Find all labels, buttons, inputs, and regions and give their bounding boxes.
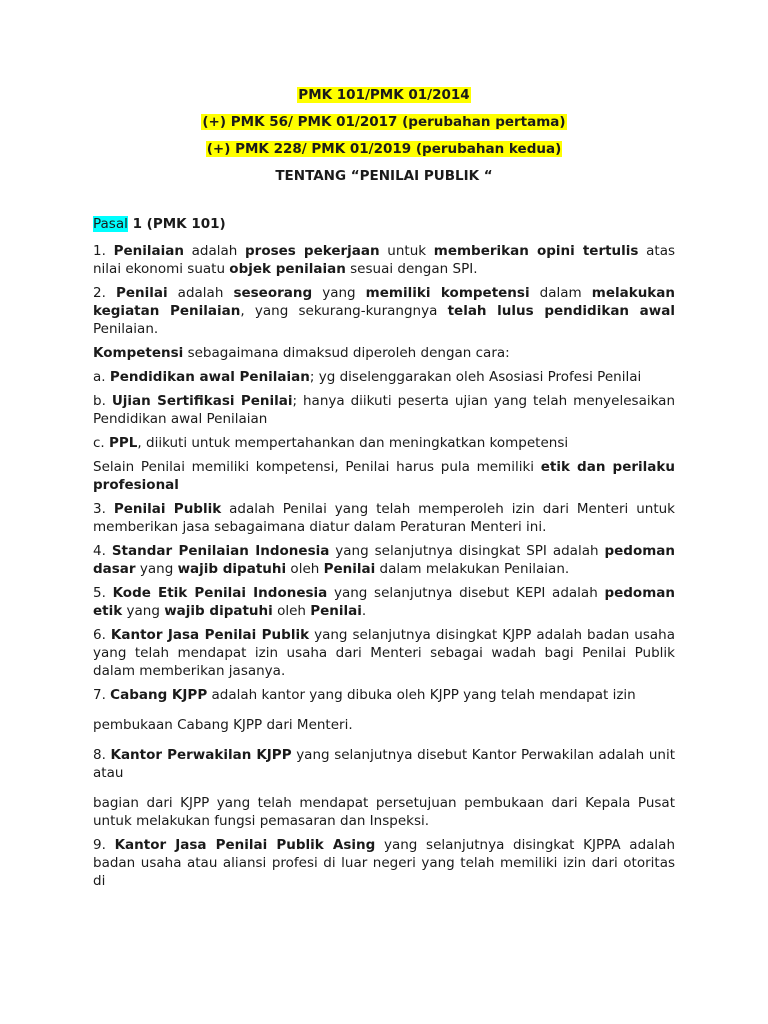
- paragraph-1: 1. Penilaian adalah proses pekerjaan untuk memberikan opini tertulis atas nilai ekonomi suatu objek penilaian sesuai dengan SPI.: [93, 243, 676, 277]
- paragraph-2: 2. Penilai adalah seseorang yang memiliki kompetensi dalam melakukan kegiatan Penilaian, yang sekurang-kurangnya telah lulus pendidikan awal Penilaian.: [93, 285, 675, 337]
- paragraph-5: 5. Kode Etik Penilai Indonesia yang selanjutnya disebut KEPI adalah pedoman etik yang wajib dipatuhi oleh Penilai.: [93, 585, 675, 619]
- paragraph-c: c. PPL, diikuti untuk mempertahankan dan meningkatkan kompetensi: [93, 435, 569, 451]
- paragraph-a: a. Pendidikan awal Penilaian; yg diselenggarakan oleh Asosiasi Profesi Penilai: [93, 369, 642, 385]
- paragraph-4: 4. Standar Penilaian Indonesia yang selanjutnya disingkat SPI adalah pedoman dasar yang wajib dipatuhi oleh Penilai dalam melakukan Penilaian.: [93, 543, 676, 577]
- paragraph-7-cont: pembukaan Cabang KJPP dari Menteri.: [93, 717, 353, 733]
- document-page: [93, 86, 675, 896]
- paragraph-8-cont: bagian dari KJPP yang telah mendapat persetujuan pembukaan dari Kepala Pusat untuk melakukan fungsi pemasaran dan Inspeksi.: [93, 795, 675, 829]
- paragraph-9: 9. Kantor Jasa Penilai Publik Asing yang selanjutnya disingkat KJPPA adalah badan usaha atau aliansi profesi di luar negeri yang telah memiliki izin dari otoritas di: [93, 837, 675, 889]
- pasal-word: Pasal: [93, 216, 128, 232]
- title-line-4: TENTANG “PENILAI PUBLIK “: [275, 168, 493, 184]
- paragraph-7: 7. Cabang KJPP adalah kantor yang dibuka oleh KJPP yang telah mendapat izin: [93, 687, 636, 703]
- title-line-3: (+) PMK 228/ PMK 01/2019 (perubahan kedua): [206, 141, 562, 157]
- paragraph-3: 3. Penilai Publik adalah Penilai yang telah memperoleh izin dari Menteri untuk memberikan jasa sebagaimana diatur dalam Peraturan Menteri ini.: [93, 501, 675, 535]
- title-line-2: (+) PMK 56/ PMK 01/2017 (perubahan pertama): [202, 114, 566, 130]
- paragraph-b: b. Ujian Sertifikasi Penilai; hanya diikuti peserta ujian yang telah menyelesaikan Pendidikan awal Penilaian: [93, 393, 676, 427]
- paragraph-8: 8. Kantor Perwakilan KJPP yang selanjutnya disebut Kantor Perwakilan adalah unit atau: [93, 747, 675, 781]
- pasal-heading: Pasal 1 (PMK 101): [93, 216, 226, 232]
- paragraph-kompetensi: Kompetensi sebagaimana dimaksud diperoleh dengan cara:: [93, 345, 510, 361]
- paragraph-6: 6. Kantor Jasa Penilai Publik yang selanjutnya disingkat KJPP adalah badan usaha yang telah mendapat izin usaha dari Menteri sebagai wadah bagi Penilai Publik dalam memberikan jasanya.: [93, 627, 676, 679]
- paragraph-etik: Selain Penilai memiliki kompetensi, Penilai harus pula memiliki etik dan perilaku profesional: [93, 459, 675, 493]
- title-line-1: PMK 101/PMK 01/2014: [298, 87, 470, 103]
